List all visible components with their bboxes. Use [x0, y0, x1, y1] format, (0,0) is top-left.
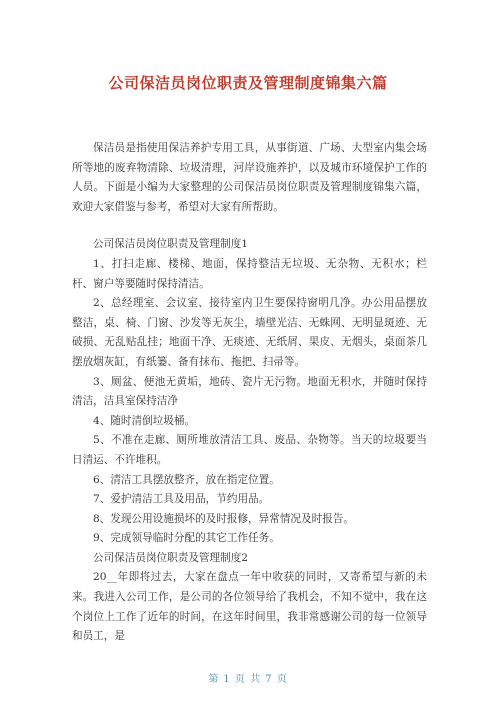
duty-item-3: 3、厕盆、便池无黄垢，地砖、瓷片无污物。地面无积水，并随时保持清洁，洁具室保持洁净 [72, 375, 427, 408]
section-1-heading: 公司保洁员岗位职责及管理制度1 [93, 238, 249, 251]
duty-item-1: 1、打扫走廊、楼梯、地面，保持整洁无垃圾、无杂物、无积水；栏杆、窗户等要随时保持清洁。 [72, 257, 427, 290]
intro-paragraph: 保洁员是指使用保洁养护专用工具，从事街道、广场、大型室内集会场所等地的废弃物清除、垃圾清理，河岸设施养护，以及城市环境保护工作的人员。下面是小编为大家整理的公司保洁员岗位职责及管理制度锦集六篇，欢迎大家借鉴与参考，希望对大家有所帮助。 [72, 142, 427, 213]
section-2-paragraph: 20__年即将过去，大家在盘点一年中收获的同时，又寄希望与新的未来。我进入公司工作，是公司的各位领导给了我机会，不知不觉中，我在这个岗位上工作了近年的时间，在这年时间里，我非常感谢公司的每一位领导和员工，是 [72, 571, 427, 643]
duty-item-8: 8、发现公用设施损坏的及时报修，异常情况及时报告。 [93, 512, 354, 525]
document-body [72, 139, 427, 647]
duty-item-7: 7、爱护清洁工具及用品，节约用品。 [93, 493, 270, 506]
section-2-heading: 公司保洁员岗位职责及管理制度2 [93, 551, 249, 564]
document-title: 公司保洁员岗位职责及管理制度锦集六篇 [108, 74, 388, 92]
page-number: 第 1 页 共 7 页 [208, 674, 288, 685]
duty-item-9: 9、完成领导临时分配的其它工作任务。 [93, 532, 280, 545]
duty-item-5: 5、不准在走廊、厕所堆放清洁工具、废品、杂物等。当天的垃圾要当日清运、不许堆积。 [72, 434, 427, 466]
duty-item-2: 2、总经理室、会议室、接待室内卫生要保持窗明几净。办公用品摆放整洁，桌、椅、门窗、沙发等无灰尘，墙壁光洁、无蛛网、无明显斑迹、无破损、无乱贴乱挂；地面干净、无痰迹、无纸屑、果皮、无烟头，桌面茶几摆放烟灰缸，有纸篓、备有抹布、拖把、扫帚等。 [72, 297, 427, 368]
duty-item-6: 6、清洁工具摆放整齐，放在指定位置。 [93, 473, 280, 486]
duty-item-4: 4、随时清倒垃圾桶。 [93, 414, 196, 427]
